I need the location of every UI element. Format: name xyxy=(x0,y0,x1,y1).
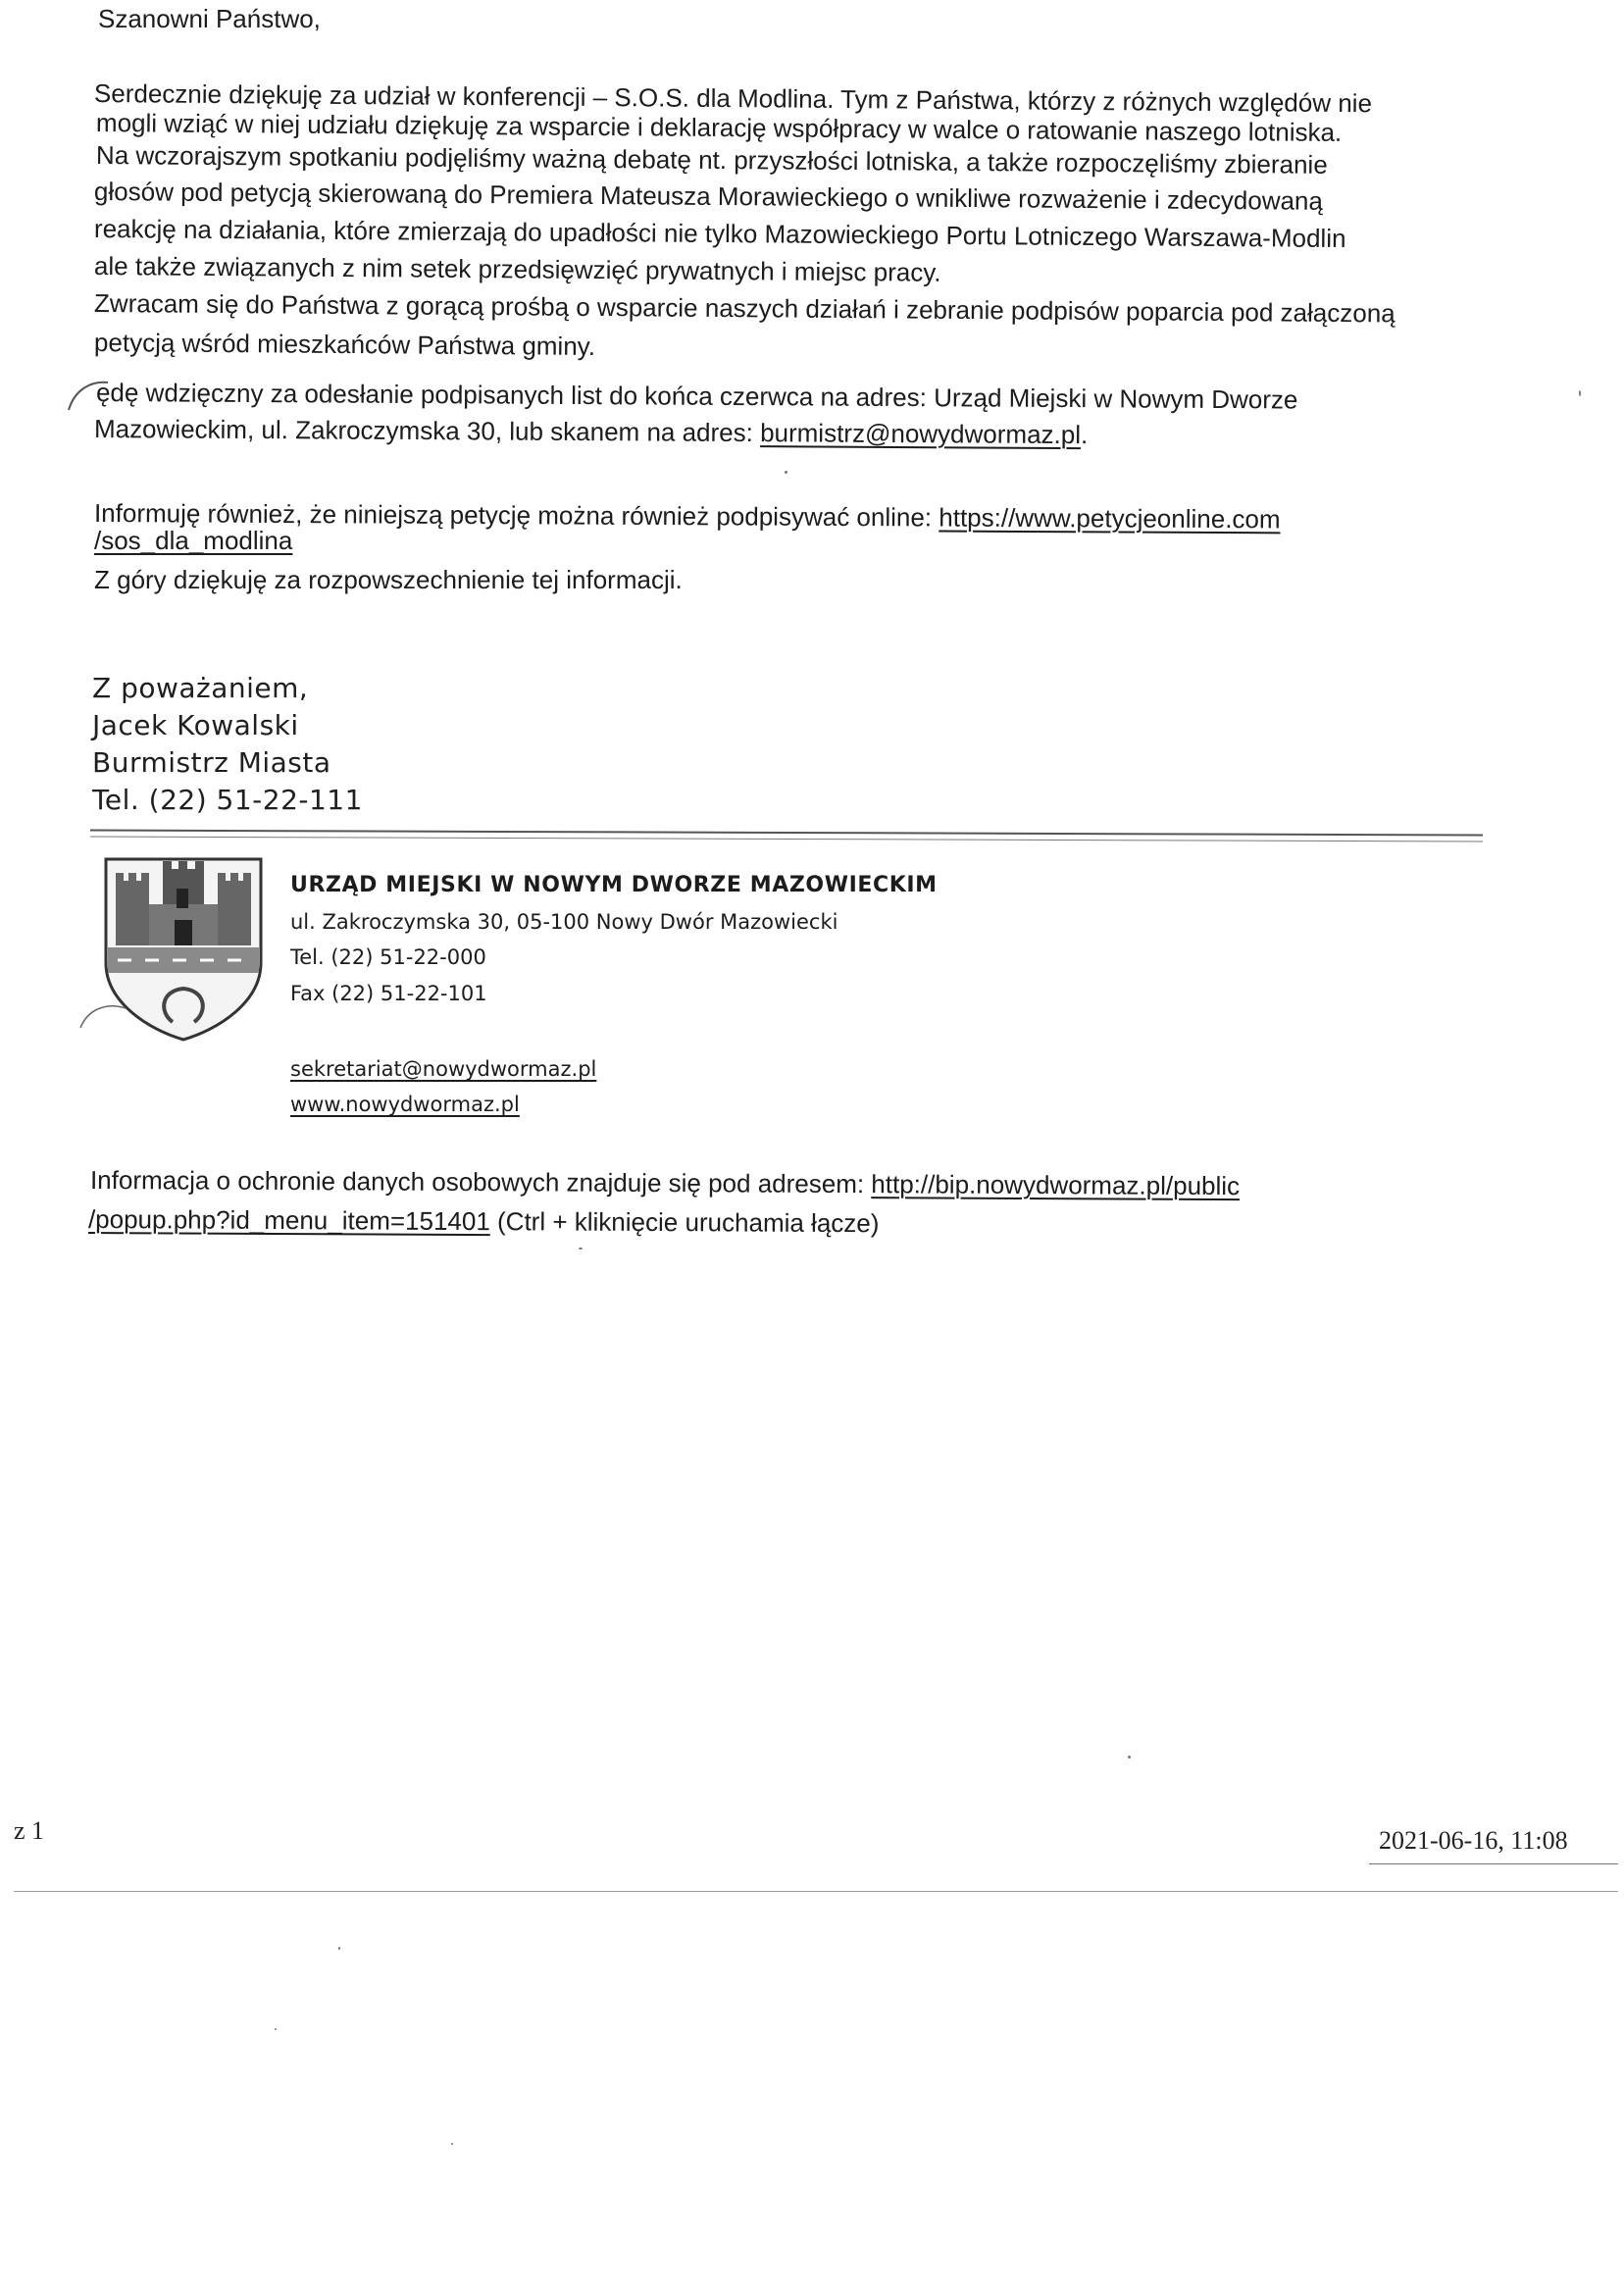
body-line-5: reakcję na działania, które zmierzają do upadłości nie tylko Mazowieckiego Portu Lotniczego Warszawa-Modlin xyxy=(93,214,1346,254)
privacy-line-2 xyxy=(88,1204,880,1238)
office-website-link[interactable]: www.nowydwormaz.pl xyxy=(290,1093,520,1116)
petition-url-link-part-2[interactable]: /sos_dla_modlina xyxy=(94,526,293,555)
office-name: URZĄD MIEJSKI W NOWYM DWORZE MAZOWIECKIM xyxy=(290,873,938,897)
scan-speck xyxy=(1128,1756,1131,1759)
office-email-link[interactable]: sekretariat@nowydwormaz.pl xyxy=(290,1057,597,1081)
office-tel: Tel. (22) 51-22-000 xyxy=(290,945,486,969)
body-line-3: Na wczorajszym spotkaniu podjęliśmy ważną debatę nt. przyszłości lotniska, a także rozpoczęliśmy zbieranie xyxy=(95,140,1328,179)
petition-url-link-part-1[interactable]: https://www.petycjeonline.com xyxy=(939,502,1281,535)
page-counter: z 1 xyxy=(14,1816,45,1845)
scan-speck xyxy=(579,1248,583,1249)
mayor-email-link[interactable]: burmistrz@nowydwormaz.pl xyxy=(760,418,1082,450)
scan-speck xyxy=(338,1947,340,1950)
privacy-text: Informacja o ochronie danych osobowych znajduje się pod adresem: xyxy=(89,1165,872,1199)
body-line-1: Serdecznie dziękuję za udział w konferencji – S.O.S. dla Modlina. Tym z Państwa, którzy z różnych względów nie xyxy=(93,78,1373,119)
send-line-2 xyxy=(94,414,1088,449)
scan-speck xyxy=(275,2028,277,2030)
body-line-7: Zwracam się do Państwa z gorącą prośbą o wsparcie naszych działań i zebranie podpisów poparcia pod załączoną xyxy=(93,288,1396,329)
office-fax: Fax (22) 51-22-101 xyxy=(290,982,487,1005)
privacy-hint: (Ctrl + kliknięcie uruchamia łącze) xyxy=(489,1206,880,1239)
body-line-6: ale także związanych z nim setek przedsięwzięć prywatnych i miejsc pracy. xyxy=(93,251,941,287)
signer-phone: Tel. (22) 51-22-111 xyxy=(92,784,363,816)
closing: Z poważaniem, xyxy=(92,672,309,704)
office-address: ul. Zakroczymska 30, 05-100 Nowy Dwór Mazowiecki xyxy=(290,910,838,934)
send-line-2-end: . xyxy=(1080,420,1089,450)
body-line-2: mogli wziąć w niej udziału dziękuję za wsparcie i deklarację współpracy w walce o ratowanie naszego lotniska. xyxy=(95,108,1343,147)
send-line-1: ędę wdzięczny za odesłanie podpisanych list do końca czerwca na adres: Urząd Miejski w Nowym Dworze xyxy=(95,378,1298,415)
online-text: Informuję również, że niniejszą petycję można również podpisywać online: xyxy=(93,498,939,533)
privacy-url-link-part-2[interactable]: /popup.php?id_menu_item=151401 xyxy=(87,1204,490,1237)
signer-name: Jacek Kowalski xyxy=(92,709,299,741)
body-line-8: petycją wśród mieszkańców Państwa gminy. xyxy=(93,328,596,362)
body-line-4: głosów pod petycją skierowaną do Premiera Mateusza Morawieckiego o wnikliwe rozważenie i zdecydowaną xyxy=(93,177,1324,216)
footer-rule xyxy=(14,1891,1618,1892)
scan-speck xyxy=(451,2143,453,2145)
separator-rule-thin xyxy=(90,837,1483,842)
separator-rule xyxy=(90,830,1483,837)
thanks-line: Z góry dziękuję za rozpowszechnienie tej informacji. xyxy=(94,565,683,594)
footer-rule-right xyxy=(1369,1863,1618,1864)
scan-speck xyxy=(1579,390,1581,396)
signer-title: Burmistrz Miasta xyxy=(92,746,331,779)
scan-speck xyxy=(785,471,787,474)
scan-artifact-arc xyxy=(78,998,127,1038)
print-datetime: 2021-06-16, 11:08 xyxy=(1379,1826,1568,1855)
greeting: Szanowni Państwo, xyxy=(98,4,321,33)
send-line-2-text: Mazowieckim, ul. Zakroczymska 30, lub skanem na adres: xyxy=(93,414,761,448)
privacy-line-1 xyxy=(90,1165,1240,1200)
privacy-url-link-part-1[interactable]: http://bip.nowydwormaz.pl/public xyxy=(871,1169,1241,1201)
